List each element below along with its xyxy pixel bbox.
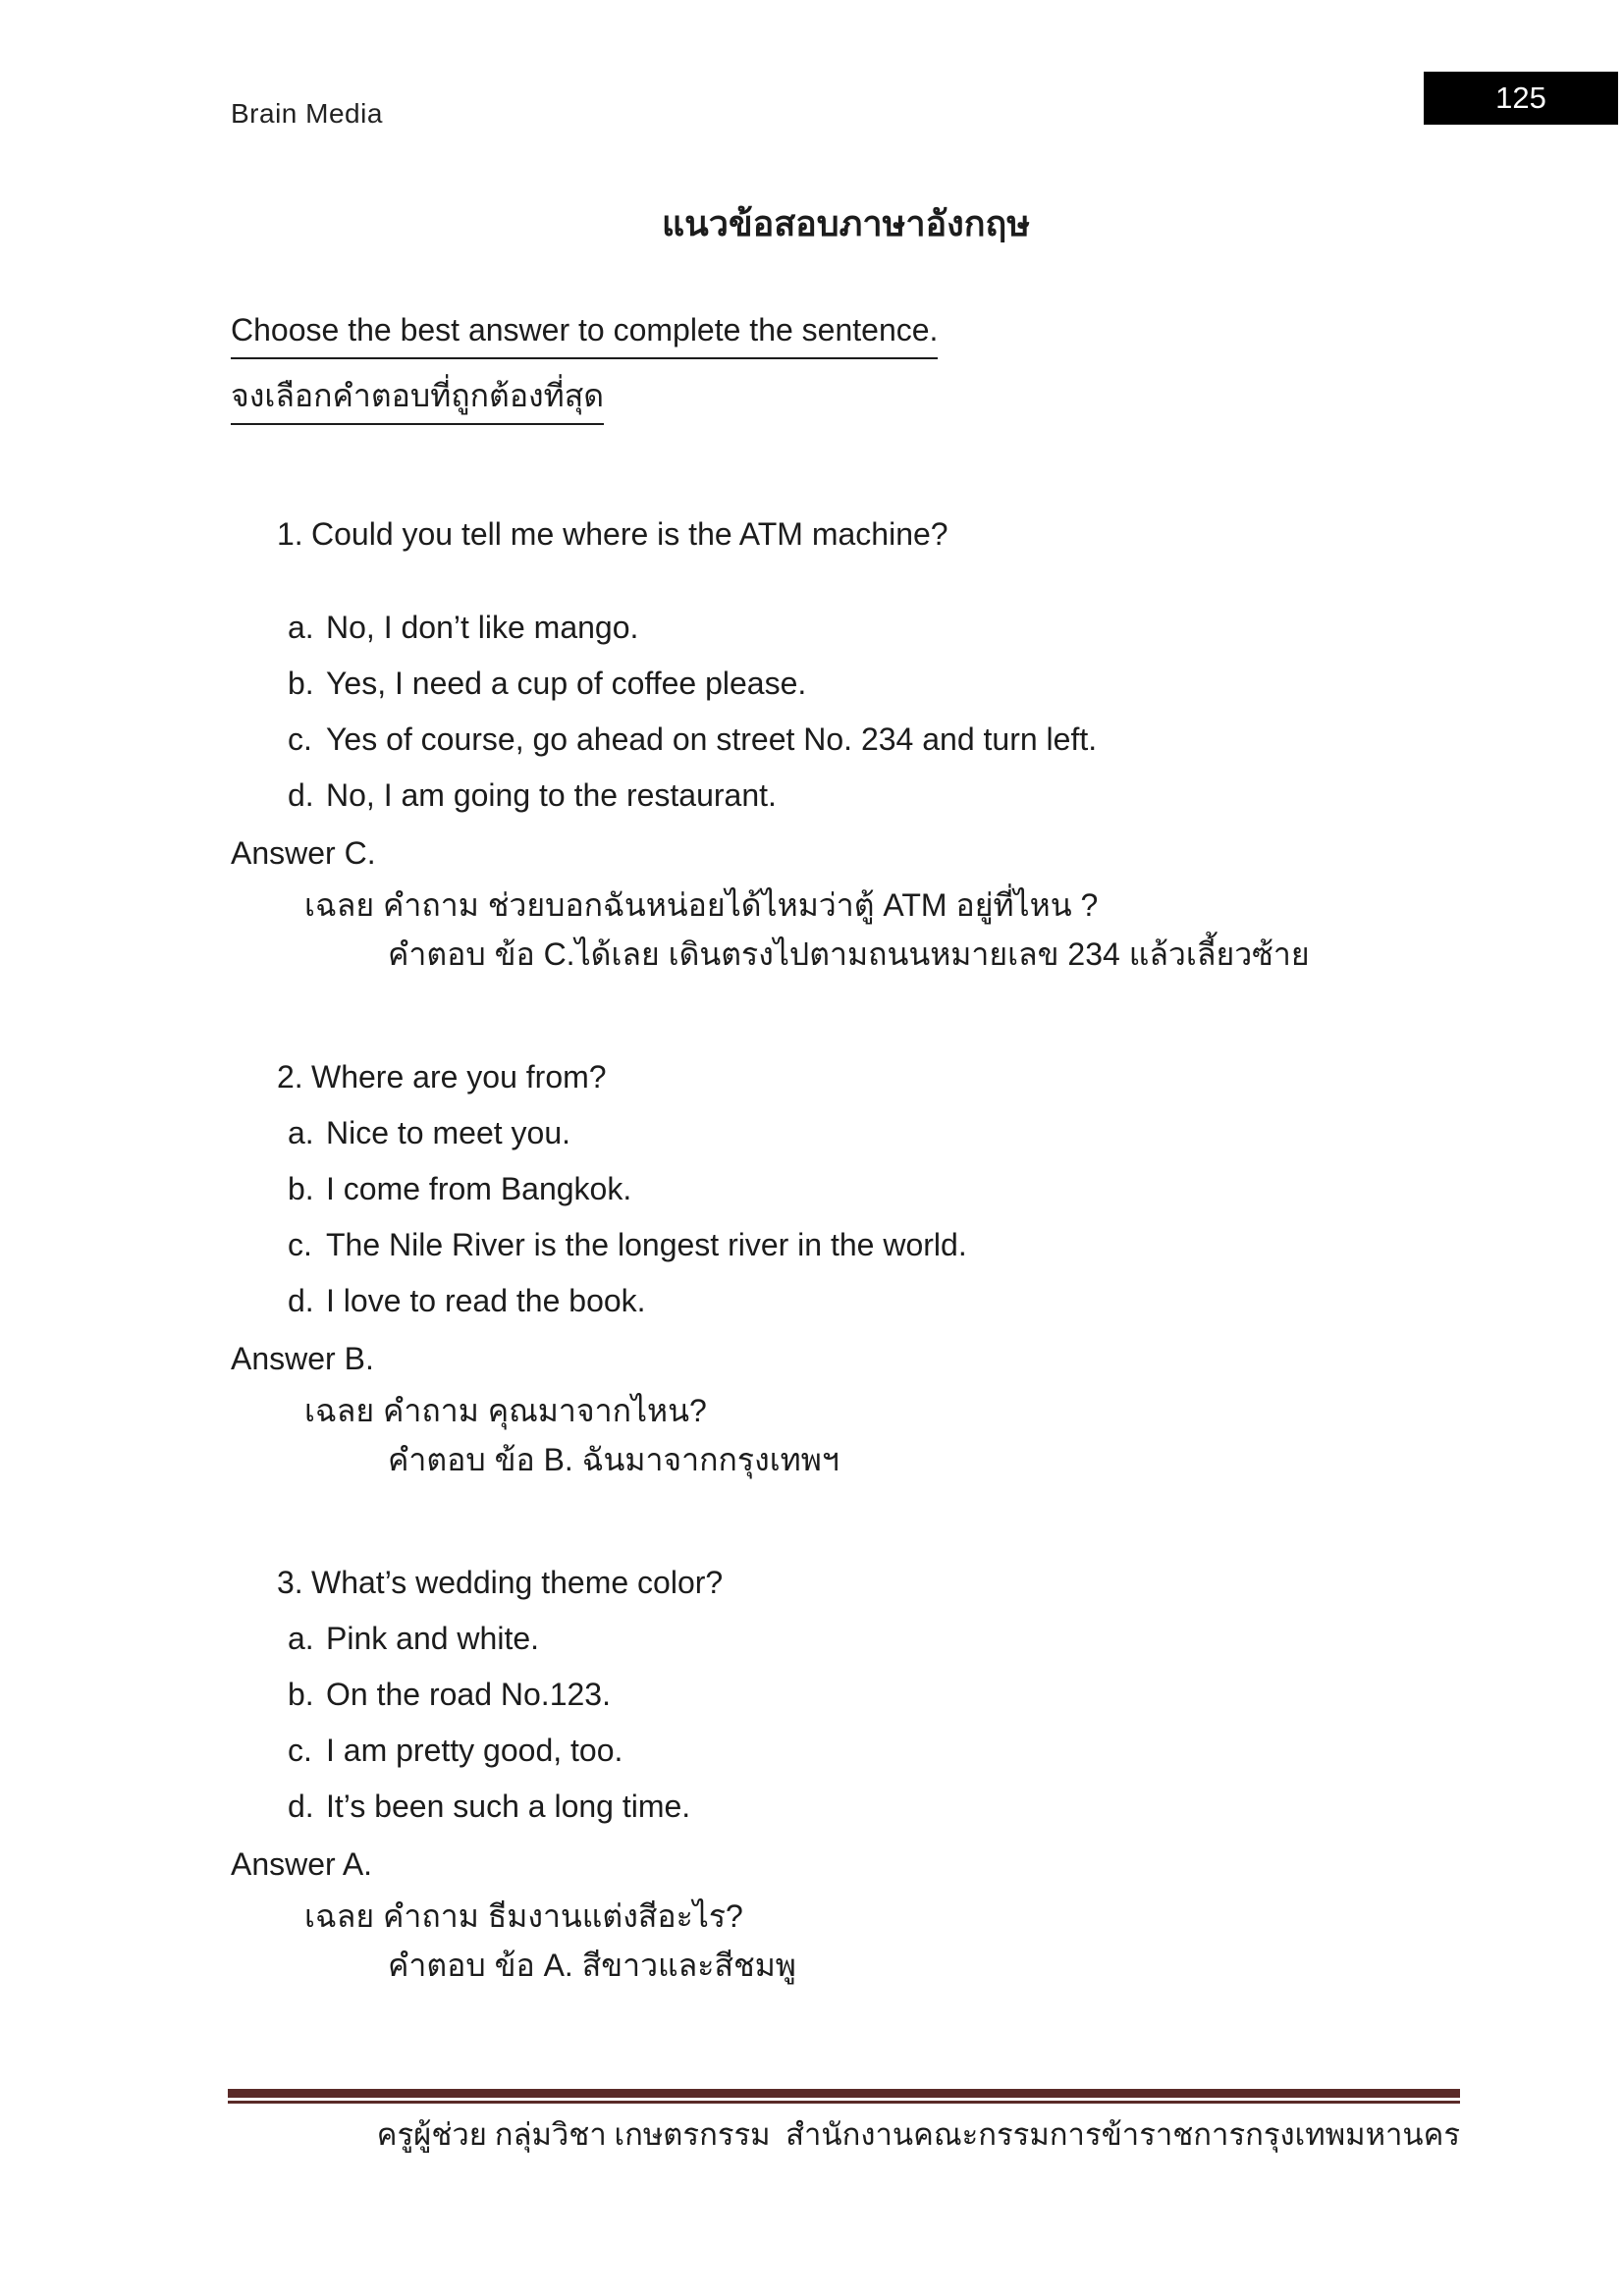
question-text: Where are you from? (311, 1059, 607, 1095)
question-number: 2. (277, 1059, 303, 1095)
answer-label: Answer B. (231, 1341, 374, 1376)
option-letter: a. (288, 1621, 314, 1656)
question-block-3 (231, 1560, 1461, 1988)
question-block-1 (231, 511, 1461, 977)
option-letter: d. (288, 1283, 314, 1318)
option-letter: a. (288, 610, 314, 645)
option-text: No, I don’t like mango. (326, 610, 639, 645)
answer-label: Answer A. (231, 1846, 373, 1882)
option-row-a (231, 1616, 1461, 1661)
footer-rule-thin-line (228, 2101, 1460, 2104)
explanation-question-thai: เฉลย คำถาม ช่วยบอกฉันหน่อยได้ไหมว่าตู้ ATM อยู่ที่ไหน ? (304, 887, 1099, 923)
explanation-question-thai: เฉลย คำถาม ธีมงานแต่งสีอะไร? (304, 1898, 743, 1934)
question-text: Could you tell me where is the ATM machine? (311, 516, 948, 552)
instruction-thai-text: จงเลือกคำตอบที่ถูกต้องที่สุด (231, 373, 604, 425)
option-row-b (231, 1672, 1461, 1717)
explanation-answer-thai: คำตอบ ข้อ B. ฉันมาจากกรุงเทพฯ (388, 1442, 839, 1477)
page-number-badge: 125 (1424, 72, 1618, 125)
option-text: Yes of course, go ahead on street No. 234 and turn left. (326, 721, 1098, 757)
option-text: It’s been such a long time. (326, 1789, 691, 1824)
footer-rule (228, 2089, 1460, 2104)
option-row-b (231, 1166, 1461, 1211)
option-row-d (231, 1278, 1461, 1323)
explanation-answer-thai: คำตอบ ข้อ C.ได้เลย เดินตรงไปตามถนนหมายเลข 234 แล้วเลี้ยวซ้าย (388, 936, 1310, 972)
option-letter: b. (288, 1677, 314, 1712)
option-row-a (231, 605, 1461, 650)
option-text: The Nile River is the longest river in the world. (326, 1227, 967, 1262)
instruction-line-thai (231, 373, 1461, 425)
question-text: What’s wedding theme color? (311, 1565, 724, 1600)
answer-label: Answer C. (231, 835, 376, 871)
option-row-b (231, 661, 1461, 706)
option-text: I am pretty good, too. (326, 1733, 623, 1768)
option-letter: c. (288, 721, 312, 757)
option-letter: d. (288, 1789, 314, 1824)
option-letter: c. (288, 1733, 312, 1768)
option-letter: d. (288, 777, 314, 813)
option-row-c (231, 1728, 1461, 1773)
question-number: 3. (277, 1565, 303, 1600)
brand-label: Brain Media (231, 98, 383, 129)
question-line (231, 511, 1461, 557)
instruction-english-text: Choose the best answer to complete the sentence. (231, 307, 938, 359)
question-number: 1. (277, 516, 303, 552)
option-text: No, I am going to the restaurant. (326, 777, 777, 813)
explanation-answer-thai: คำตอบ ข้อ A. สีขาวและสีชมพู (388, 1948, 796, 1983)
option-text: Yes, I need a cup of coffee please. (326, 666, 807, 701)
footer-text: ครูผู้ช่วย กลุ่มวิชา เกษตรกรรม สำนักงานคณะกรรมการข้าราชการกรุงเทพมหานคร (376, 2117, 1460, 2152)
question-line (231, 1560, 1461, 1605)
option-text: Nice to meet you. (326, 1115, 570, 1150)
option-text: On the road No.123. (326, 1677, 611, 1712)
option-text: I love to read the book. (326, 1283, 646, 1318)
option-text: Pink and white. (326, 1621, 540, 1656)
question-block-2 (231, 1054, 1461, 1482)
option-letter: b. (288, 1171, 314, 1206)
option-letter: b. (288, 666, 314, 701)
instruction-line-english (231, 307, 1461, 359)
option-letter: c. (288, 1227, 312, 1262)
option-letter: a. (288, 1115, 314, 1150)
option-row-c (231, 717, 1461, 762)
option-row-d (231, 773, 1461, 818)
option-row-c (231, 1222, 1461, 1267)
explanation-question-thai: เฉลย คำถาม คุณมาจากไหน? (304, 1393, 707, 1428)
page-title: แนวข้อสอบภาษาอังกฤษ (661, 203, 1031, 243)
option-row-d (231, 1784, 1461, 1829)
question-line (231, 1054, 1461, 1099)
option-text: I come from Bangkok. (326, 1171, 632, 1206)
option-row-a (231, 1110, 1461, 1155)
footer-rule-thick-line (228, 2089, 1460, 2098)
